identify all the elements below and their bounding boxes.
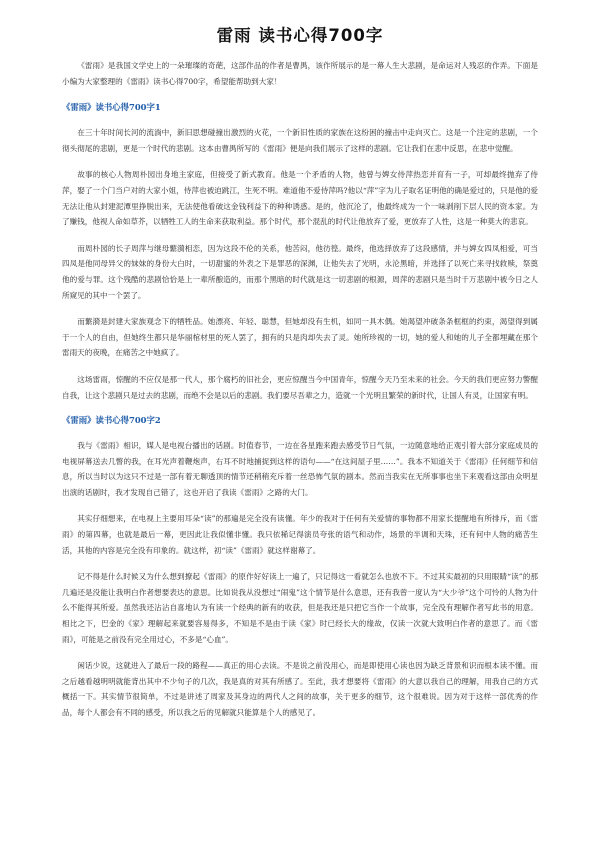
section-1-paragraph: 这场雷雨，惊醒的不应仅是那一代人，那个腐朽的旧社会，更应惊醒当今中国青年，惊醒今天乃至未来的社会。今天的我们更应努力警醒自我，让这个悲剧只是过去的悲剧，而绝不会是以后的悲剧。我们要尽吾辈之力，造就一个光明且繁荣的新时代，让国人有灵，让国家有明。 (62, 374, 538, 400)
section-1-paragraph: 而蘩漪是封建大家族观念下的牺牲品。她漂亮、年轻、聪慧，但她却没有生机，如同一具木偶。她渴望冲破条条框框的约束，渴望得到属于一个人的自由，但她终生都只是华丽棺材里的死人罢了，拥有的只是肉却失去了灵。她所珍视的一切，她的爱人和她的儿子全都埋藏在那个雷雨天的夜晚，在痛苦之中她疯了。 (62, 317, 538, 358)
section-2-paragraph: 记不得是什么时候又为什么想到撩起《雷雨》的原作好好读上一遍了，只记得这一看就怎么也放不下。不过其实最初的只用眼睛“读”的那几遍还是没能让我明白作者想要表达的意思。比如说我从没想过“闹鬼”这个情节是什么意思，还有我曾一度认为“大少爷”这个可怜的人物为什么不能得其所爱。虽然我还沾沾自喜地认为有读一个经典的新有的收获，但是我还是只把它当作一个故事，完全没有理解作者写此书的用意。相比之下，巴金的《家》理解起来就要容易得多，不知是不是由于读《家》时已经长大的缘故，仅读一次就大致明白作者的意思了。而《雷雨》，可能是之前没有完全用过心，不多是“心血”。 (62, 572, 538, 644)
document-title: 雷雨 读书心得700字 (216, 26, 384, 45)
section-2-paragraph: 闲话少说，这就进入了最后一段的路程——真正的用心去读。不是说之前没用心，而是即使用心读也因为缺乏背景和识而根本读不懂。而之后越看越明明就能背出其中不少句子的几次，我是真的对其有所感了。至此，我才想要将《雷雨》的大意以我自己的理解，用我自己的方式概括一下。其实情节很简单，不过是讲述了周家及其身边的两代人之间的故事，关于更多的细节，这个很难说。因为对于这样一部优秀的作品，每个人都会有不同的感受，所以我之后的见解就只能算是个人的感见了。 (62, 661, 538, 717)
section-1-paragraph: 在三十年时间长河的流淌中，新旧思想碰撞出激烈的火花，一个新旧性质的家族在这纷困的撞击中走向灭亡。这是一个注定的悲剧，一个彻头彻尾的悲剧，更是一个时代的悲剧。这本由曹禺所写的《雷雨》便是向我们展示了这样的悲剧。它让我们在悲中反思，在悲中觉醒。 (62, 128, 538, 153)
section-1-paragraph: 而周朴园的长子周萍与继母蘩漪相恋，因为这段不伦的关系，他苦闷，他彷徨。最终，他选择放弃了这段感情，并与婢女四凤相爱，可当四凤是他同母异父的妹妹的身份大白时，一切甜蜜的外表之下是罪恶的深渊，让他失去了光明，永沦黑暗，并选择了以死亡来寻找救赎，祭奠他的爱与罪。这个残酷的悲剧恰恰是上一辈所酿造的，而那个黑暗的时代就是这一切悲剧的根源，周萍的悲剧只是当时千万悲剧中被今日之人所窥见的其中一个罢了。 (62, 243, 538, 300)
section-2-paragraph: 我与《雷雨》相识，媒人是电视台播出的话剧。时值春节，一边在各星跑来跑去感受节日气氛，一边随意地给正观引着大部分家庭成员的电视屏幕送去几瞥的我，在耳光声着鞭炮声，右耳不时地捕捉到这样的语句——“在这间屋子里……”。我本不知道关于《雷雨》任何细节和信息，所以当时以为这只不过是一部有着无聊透顶的情节还稍稍充斥着一丝恐怖气氛的剧本。然而当我实在无所事事也坐下来观看这部由众明星出演的话剧时，我才发现自己错了，这也开启了我读《雷雨》之路的大门。 (62, 441, 538, 497)
section-2-paragraph: 其实仔细想来，在电视上主要用耳朵“读”的那遍是完全没有读懂。年少的我对于任何有关爱情的事物都不用家长提醒地有所排斥，而《雷雨》的第四幕，也就是最后一幕，更因此让我似懂非懂。我只依稀记得演员夸张的语气和动作，场景的半调和天珠，还有何中人物的痛苦生活，其他的内容是完全没有印象的。就这样，初“读”《雷雨》就这样谢幕了。 (62, 514, 538, 555)
section-1-paragraph: 故事的核心人物周朴园出身地主家庭，但接受了新式教育。他是一个矛盾的人物，他曾与婢女侍萍热恋并育有一子，可却最终抛弃了侍萍，娶了一个门当户对的大家小姐，侍萍也被迫跳江，生死不明。难道他不爱侍萍吗?他以“萍”字为儿子取名证明他的确是爱过的，只是他的爱无法让他从封建泥潭里挣脱出来，无法使他看破这金钱利益下的种种诱惑。是的，他沉沦了，他最终成为一个一味剥削下层人民的资本家。为了赚钱，他视人命如草芥，以牺牲工人的生命来获取利益。那个时代，那个混乱的时代让他放弃了爱，更放弃了人性，这是一种莫大的悲哀。 (62, 170, 539, 227)
intro-paragraph: 《雷雨》是我国文学史上的一朵璀璨的奇葩，这部作品的作者是曹禺，该作所展示的是一幕人生大悲剧，是命运对人残忍的作弄。下面是小编为大家整理的《雷雨》读书心得700字，希望能帮助到大家！ (62, 61, 538, 86)
section-1-heading: 《雷雨》读书心得700字1 (62, 102, 161, 113)
section-2-heading: 《雷雨》读书心得700字2 (62, 415, 161, 426)
